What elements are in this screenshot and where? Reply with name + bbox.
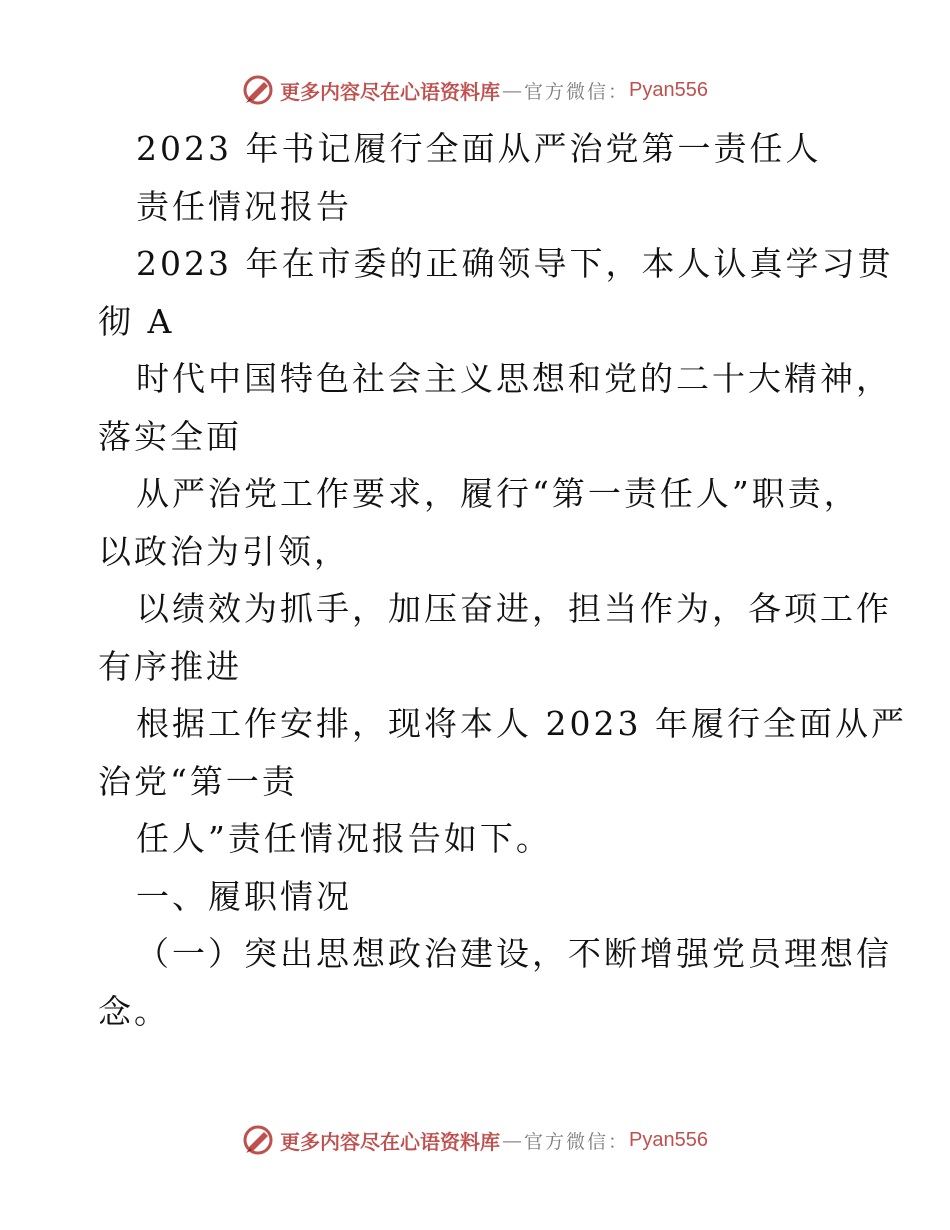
watermark-wechat-label: 官方微信： [524,1130,630,1153]
watermark-separator: — [502,78,522,102]
watermark-banner-bottom [0,1120,950,1160]
text-line: 2023 年书记履行全面从严治党第一责任人 [136,129,822,168]
watermark-brand: 更多内容尽在心语资料库 [280,1129,500,1154]
watermark-banner-top [0,70,950,110]
text-line: 从严治党工作要求，履行“第一责任人”职责， [136,474,860,513]
text-line: 念。 [98,991,170,1031]
text-line: 时代中国特色社会主义思想和党的二十大精神， [136,359,892,398]
text-line: 有序推进 [98,646,242,686]
watermark-separator: — [502,1128,522,1152]
subsection-heading: （一）突出思想政治建设，不断增强党员理想信 [136,934,892,973]
text-line: 以绩效为抓手，加压奋进，担当作为，各项工作 [136,589,892,628]
text-line: 2023 年在市委的正确领导下，本人认真学习贯 [136,244,894,283]
text-line: 彻 A [98,301,175,341]
text-line: 根据工作安排，现将本人 2023 年履行全面从严 [136,704,907,743]
watermark-wechat-id: Pyan556 [629,1128,708,1151]
watermark-wechat-label: 官方微信： [524,80,630,103]
watermark-wechat-id: Pyan556 [629,78,708,101]
text-line: 任人”责任情况报告如下。 [136,819,552,858]
pen-logo-icon [242,1124,274,1156]
pen-logo-icon [242,74,274,106]
text-line: 落实全面 [98,416,242,456]
section-heading: 一、履职情况 [136,876,352,916]
text-line: 责任情况报告 [136,186,352,226]
watermark-brand: 更多内容尽在心语资料库 [280,79,500,104]
text-line: 治党“第一责 [98,761,298,801]
document-body [98,120,907,1040]
text-line: 以政治为引领， [98,531,350,571]
